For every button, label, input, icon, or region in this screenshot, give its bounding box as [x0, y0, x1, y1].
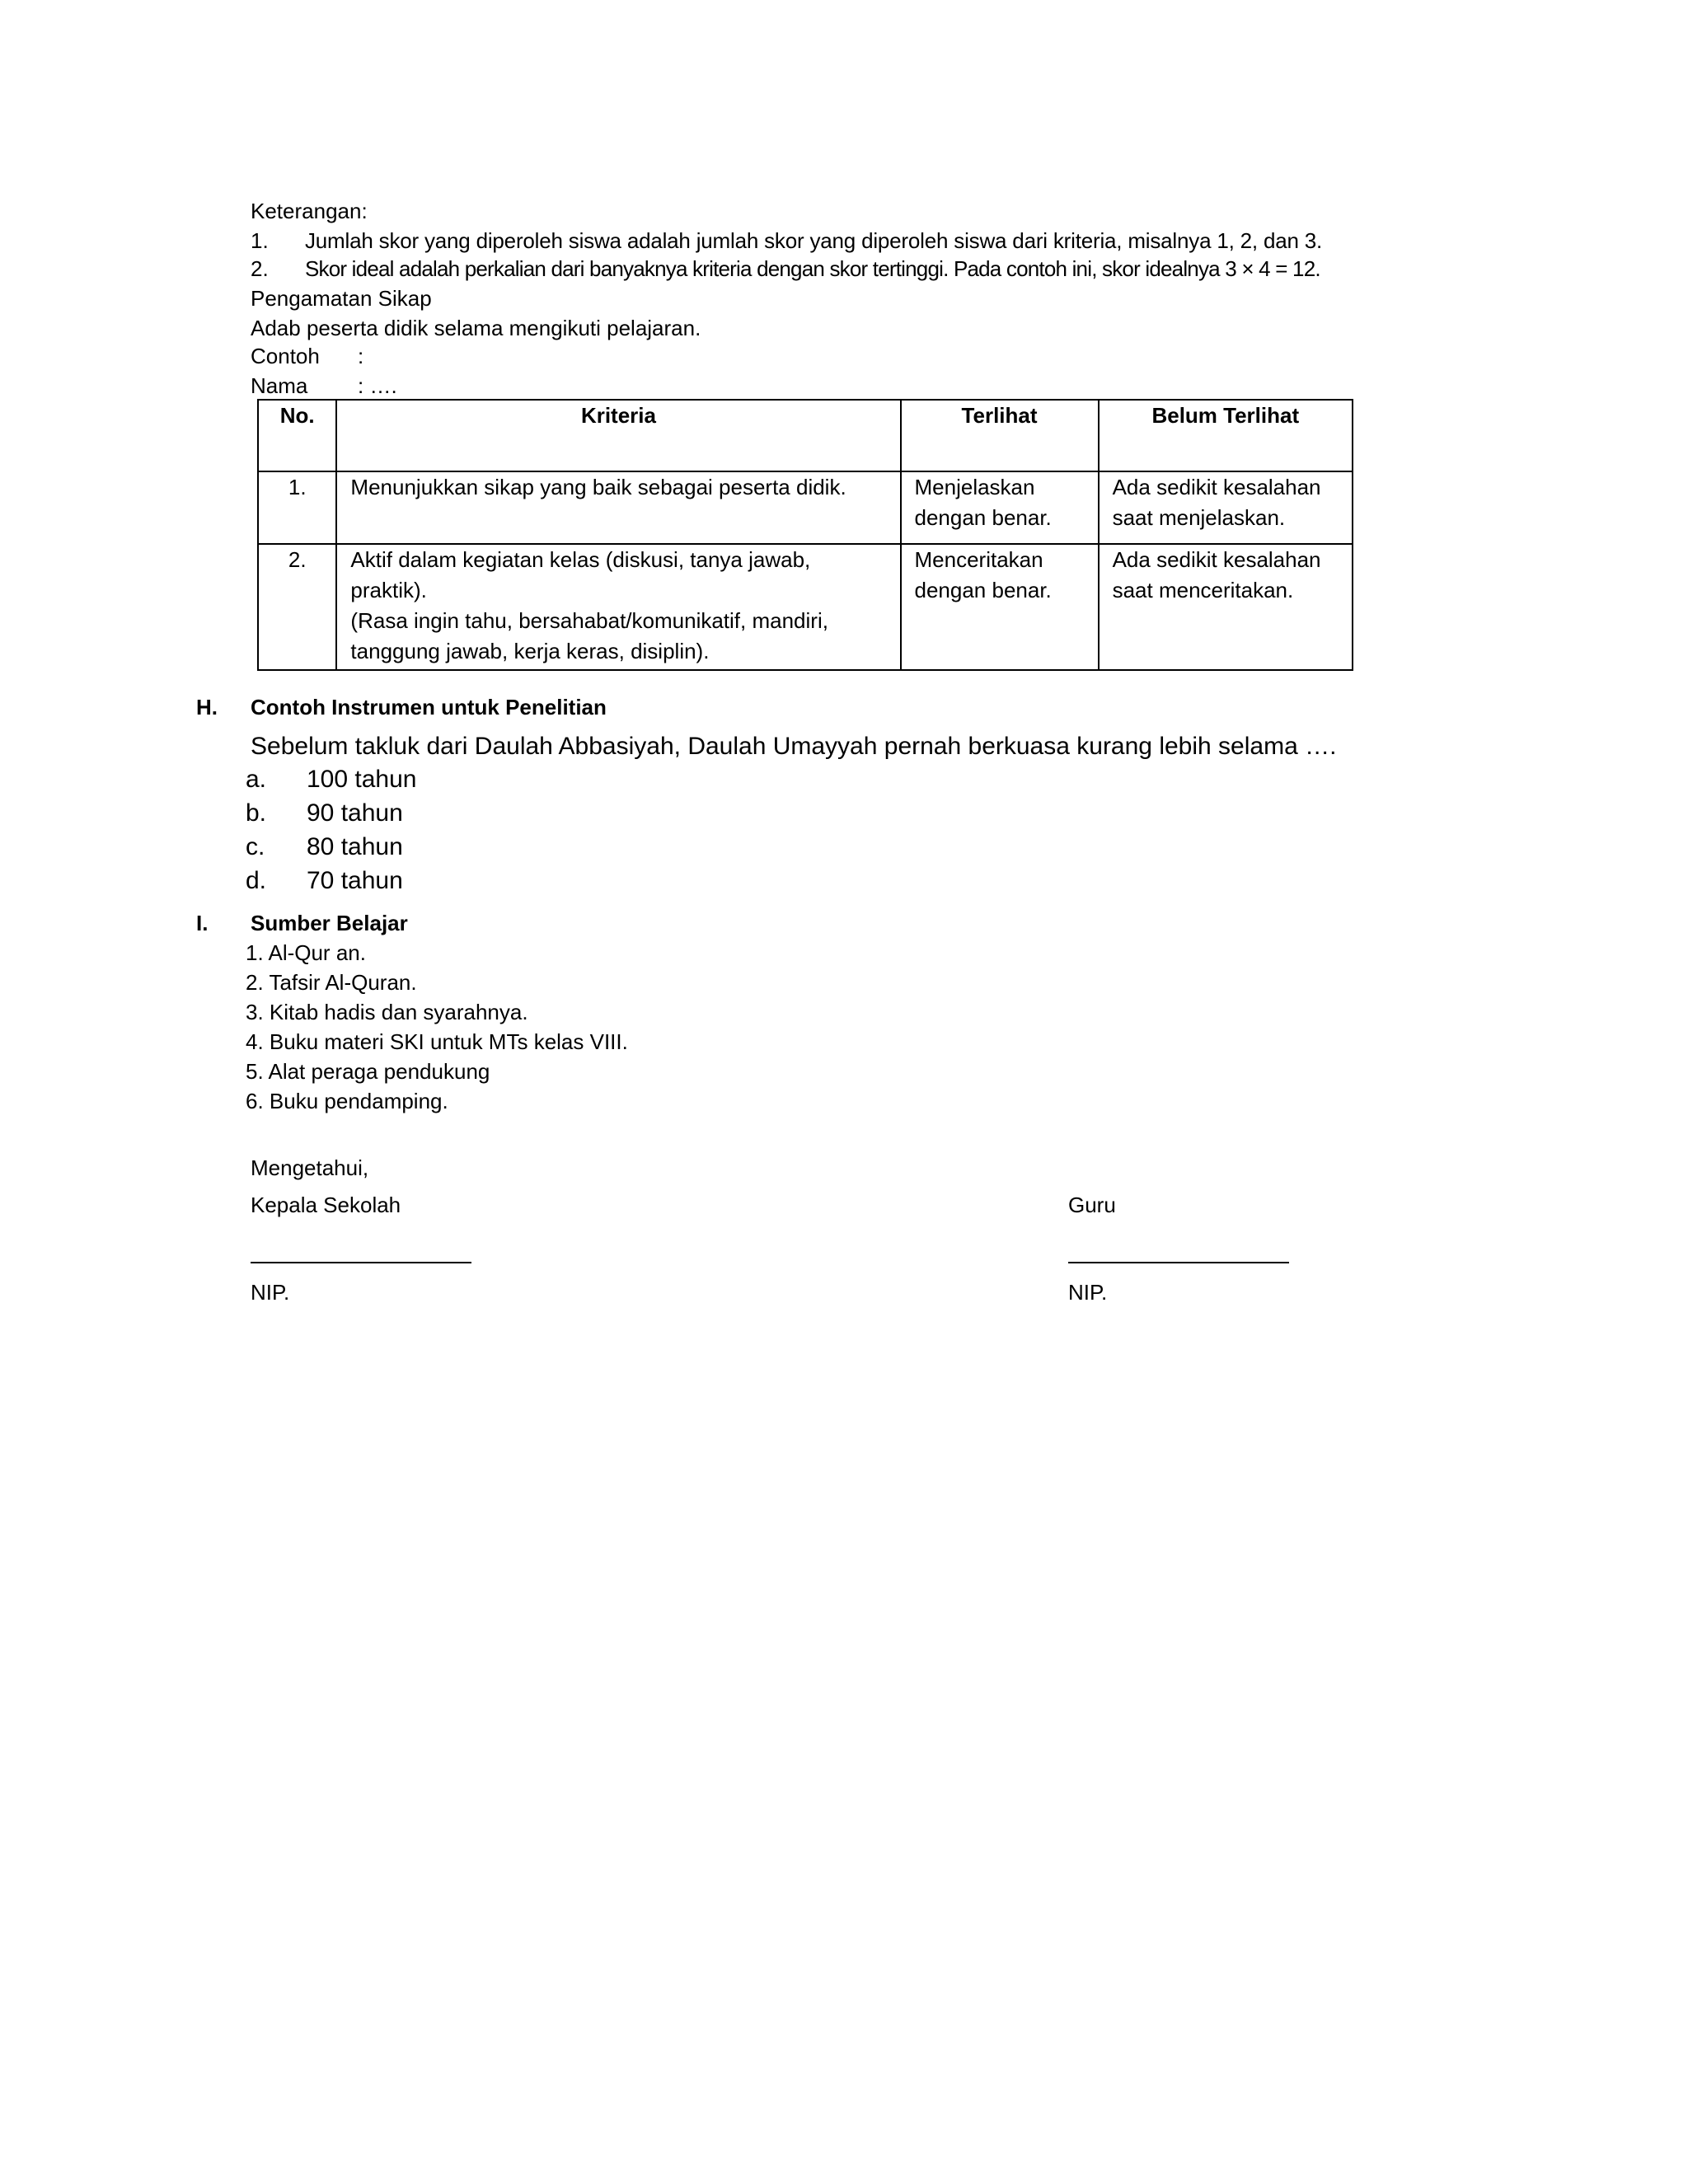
option-d	[246, 865, 658, 898]
keterangan-heading: Keterangan:	[251, 199, 368, 223]
option-text: 100 tahun	[307, 766, 417, 793]
item-number: 2.	[251, 256, 269, 281]
header-terlihat: Terlihat	[901, 400, 1099, 471]
sikap-title: Pengamatan Sikap	[251, 286, 432, 311]
kriteria-text: Aktif dalam kegiatan kelas (diskusi, tanya jawab, praktik).	[350, 547, 811, 602]
question-text: Sebelum takluk dari Daulah Abbasiyah, Daulah Umayyah pernah berkuasa kurang lebih selama ….	[251, 733, 1337, 760]
keterangan-item	[251, 226, 1404, 255]
contoh-label: Contoh	[251, 344, 320, 368]
nama-value: : ….	[358, 373, 397, 398]
option-letter: b.	[246, 799, 267, 827]
option-text: 70 tahun	[307, 867, 403, 894]
option-text: 90 tahun	[307, 799, 403, 827]
kriteria-text: Menunjukkan sikap yang baik sebagai peserta didik.	[350, 475, 846, 499]
section-i-letter: I.	[196, 911, 209, 935]
sumber-item: 2. Tafsir Al-Quran.	[246, 970, 417, 995]
sumber-item: 6. Buku pendamping.	[246, 1089, 448, 1113]
guru-signature-line	[1068, 1262, 1289, 1263]
section-i-title: Sumber Belajar	[251, 911, 408, 935]
cell-terlihat	[901, 471, 1099, 544]
keterangan-item	[251, 254, 1404, 284]
cell-terlihat	[901, 544, 1099, 670]
option-a	[246, 763, 658, 796]
option-text: 80 tahun	[307, 833, 403, 860]
cell-no: 2.	[258, 544, 336, 670]
table-row	[258, 544, 1353, 670]
cell-no: 1.	[258, 471, 336, 544]
terlihat-text: Menceritakan dengan benar.	[914, 547, 1052, 602]
item-text: Jumlah skor yang diperoleh siswa adalah jumlah skor yang diperoleh siswa dari kriteria, misalnya 1, 2, dan 3.	[305, 228, 1323, 253]
sumber-item: 5. Alat peraga pendukung	[246, 1059, 490, 1084]
sumber-item: 3. Kitab hadis dan syarahnya.	[246, 1000, 528, 1024]
belum-terlihat-text: Ada sedikit kesalahan saat menceritakan.	[1112, 547, 1321, 602]
option-letter: d.	[246, 867, 267, 894]
table-header-row	[258, 400, 1353, 471]
table-row	[258, 471, 1353, 544]
item-number: 1.	[251, 228, 269, 253]
header-kriteria: Kriteria	[336, 400, 900, 471]
mengetahui-label: Mengetahui,	[251, 1155, 369, 1180]
cell-kriteria	[336, 471, 900, 544]
sikap-description: Adab peserta didik selama mengikuti pelajaran.	[251, 316, 701, 340]
sumber-item: 1. Al-Qur an.	[246, 940, 366, 965]
kriteria-note: (Rasa ingin tahu, bersahabat/komunikatif, mandiri, tanggung jawab, kerja keras, disiplin).	[350, 608, 828, 663]
nama-label: Nama	[251, 373, 308, 398]
option-letter: c.	[246, 833, 265, 860]
option-letter: a.	[246, 766, 267, 793]
terlihat-text: Menjelaskan dengan benar.	[914, 475, 1052, 530]
option-c	[246, 831, 658, 864]
kepala-sekolah-nip: NIP.	[251, 1280, 290, 1305]
kepala-sekolah-title: Kepala Sekolah	[251, 1193, 401, 1217]
guru-title: Guru	[1068, 1193, 1116, 1217]
sumber-item: 4. Buku materi SKI untuk MTs kelas VIII.	[246, 1029, 628, 1054]
contoh-value: :	[358, 344, 364, 368]
header-no: No.	[258, 400, 336, 471]
kepala-sekolah-signature-line	[251, 1262, 471, 1263]
cell-belum-terlihat	[1099, 544, 1353, 670]
item-text: Skor ideal adalah perkalian dari banyaknya kriteria dengan skor tertinggi. Pada contoh ini, skor idealnya 3 × 4 = 12.	[305, 256, 1320, 281]
belum-terlihat-text: Ada sedikit kesalahan saat menjelaskan.	[1112, 475, 1321, 530]
section-h-title: Contoh Instrumen untuk Penelitian	[251, 695, 607, 719]
cell-belum-terlihat	[1099, 471, 1353, 544]
option-b	[246, 797, 658, 830]
guru-nip: NIP.	[1068, 1280, 1108, 1305]
header-belum-terlihat: Belum Terlihat	[1099, 400, 1353, 471]
cell-kriteria	[336, 544, 900, 670]
section-h-letter: H.	[196, 695, 218, 719]
sikap-table	[257, 399, 1353, 671]
